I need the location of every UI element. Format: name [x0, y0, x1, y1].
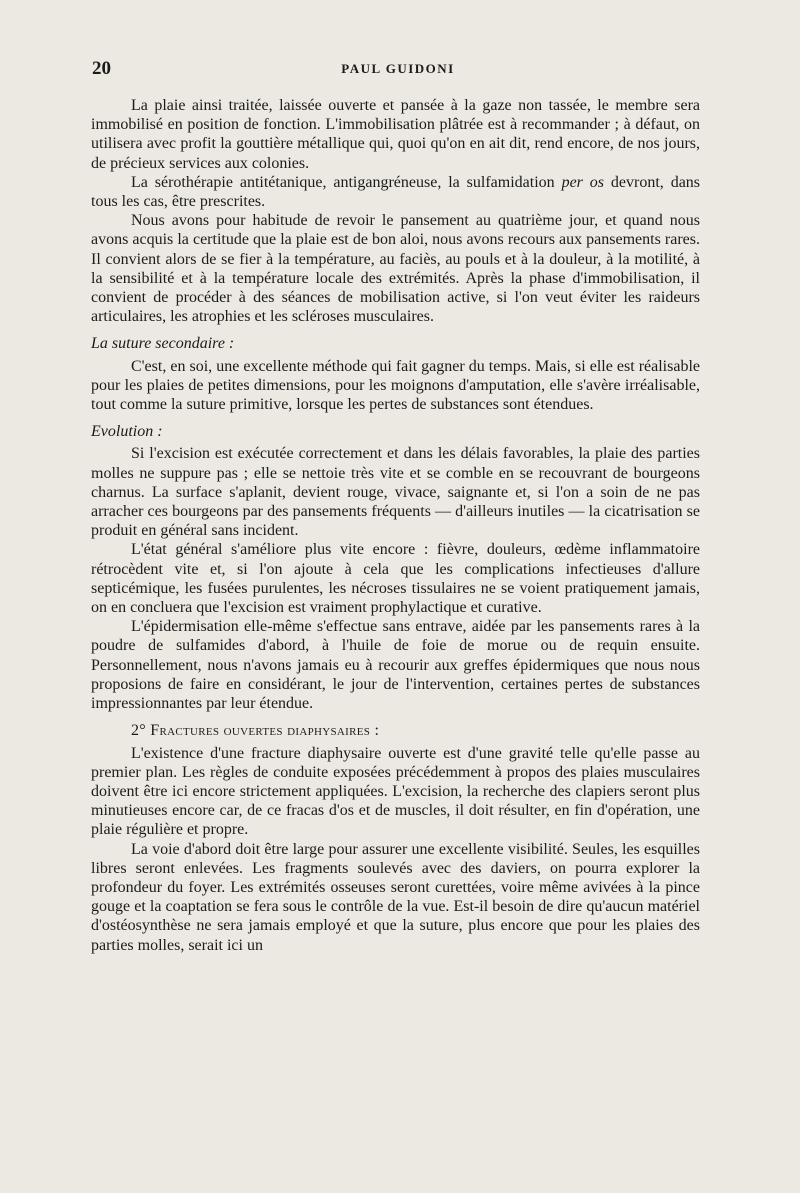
section-heading-evolution: Evolution :	[91, 423, 163, 441]
page-header	[92, 58, 704, 80]
paragraph	[91, 173, 700, 211]
italic-text: per os	[561, 173, 605, 191]
paragraph: La plaie ainsi traitée, laissée ouverte et pansée à la gaze non tassée, le membre sera immobilisé en position de fonction. L'immobilisation plâtrée est à recommander ; à défaut, on utilisera avec profit la gouttière métallique qui, quoi qu'on en ait dit, rend encore, de nos jours, de précieux services aux colonies.	[91, 97, 700, 172]
section-heading-fractures: 2° Fractures ouvertes diaphysaires :	[131, 722, 380, 740]
page-number: 20	[92, 58, 111, 79]
paragraph: C'est, en soi, une excellente méthode qui fait gagner du temps. Mais, si elle est réalisable pour les plaies de petites dimensions, pour les moignons d'amputation, elle s'avère irréalisable, tout comme la suture primitive, lorsque les pertes de substances sont étendues.	[91, 357, 700, 414]
paragraph: L'état général s'améliore plus vite encore : fièvre, douleurs, œdème inflammatoire rétrocèdent vite et, si l'on ajoute à cela que les complications infectieuses d'allure septicémique, les fusées purulentes, les nécroses tissulaires ne se voient pratiquement jamais, on en concluera que l'excision est vraiment prophylactique et curative.	[91, 541, 700, 617]
text-run: devront, dans tous les cas, être prescrites.	[91, 173, 701, 211]
running-head: PAUL GUIDONI	[341, 61, 455, 76]
paragraph: La voie d'abord doit être large pour assurer une excellente visibilité. Seules, les esquilles libres seront enlevées. Les fragments soulevés avec des daviers, on pourra explorer la profondeur du foyer. Les extrémités osseuses seront curettées, voire même avivées à la pince gouge et la coaptation se fera sous le contrôle de la vue. Est-il besoin de dire qu'aucun matériel d'ostéosynthèse ne sera jamais employé et que la suture, plus encore que pour les plaies des parties molles, serait ici un	[91, 840, 700, 954]
body-text	[91, 96, 700, 955]
paragraph: L'épidermisation elle-même s'effectue sans entrave, aidée par les pansements rares à la poudre de sulfamides d'abord, à l'huile de foie de morue ou de requin ensuite. Personnellement, nous n'avons jamais eu à recourir aux greffes épidermiques que nous nous proposions de faire en considérant, le jour de l'intervention, certaines pertes de substances impressionnantes par leur étendue.	[91, 618, 700, 713]
text-run: La sérothérapie antitétanique, antigangréneuse, la sulfamidation	[131, 173, 555, 191]
paragraph: L'existence d'une fracture diaphysaire ouverte est d'une gravité telle qu'elle passe au premier plan. Les règles de conduite exposées précédemment à propos des plaies musculaires doivent être ici encore strictement appliquées. L'excision, la recherche des clapiers seront plus minutieuses encore car, de ce fracas d'os et de muscles, il doit résulter, en fin d'opération, une plaie régulière et propre.	[91, 744, 700, 839]
section-heading-suture: La suture secondaire :	[91, 335, 235, 353]
paragraph: Nous avons pour habitude de revoir le pansement au quatrième jour, et quand nous avons acquis la certitude que la plaie est de bon aloi, nous avons recours aux pansements rares. Il convient alors de se fier à la température, au faciès, au pouls et à la douleur, à la motilité, à la sensibilité et à la température locale des extrémités. Après la phase d'immobilisation, il convient de procéder à des séances de mobilisation active, si l'on veut éviter les raideurs articulaires, les atrophies et les scléroses musculaires.	[91, 212, 700, 326]
paragraph: Si l'excision est exécutée correctement et dans les délais favorables, la plaie des parties molles ne suppure pas ; elle se nettoie très vite et se comble en se recouvrant de bourgeons charnus. La surface s'aplanit, devient rouge, vivace, saignante et, si l'on a soin de ne pas arracher ces bourgeons par des pansements fréquents — d'ailleurs inutiles — la cicatrisation se produit en général sans incident.	[91, 445, 700, 540]
